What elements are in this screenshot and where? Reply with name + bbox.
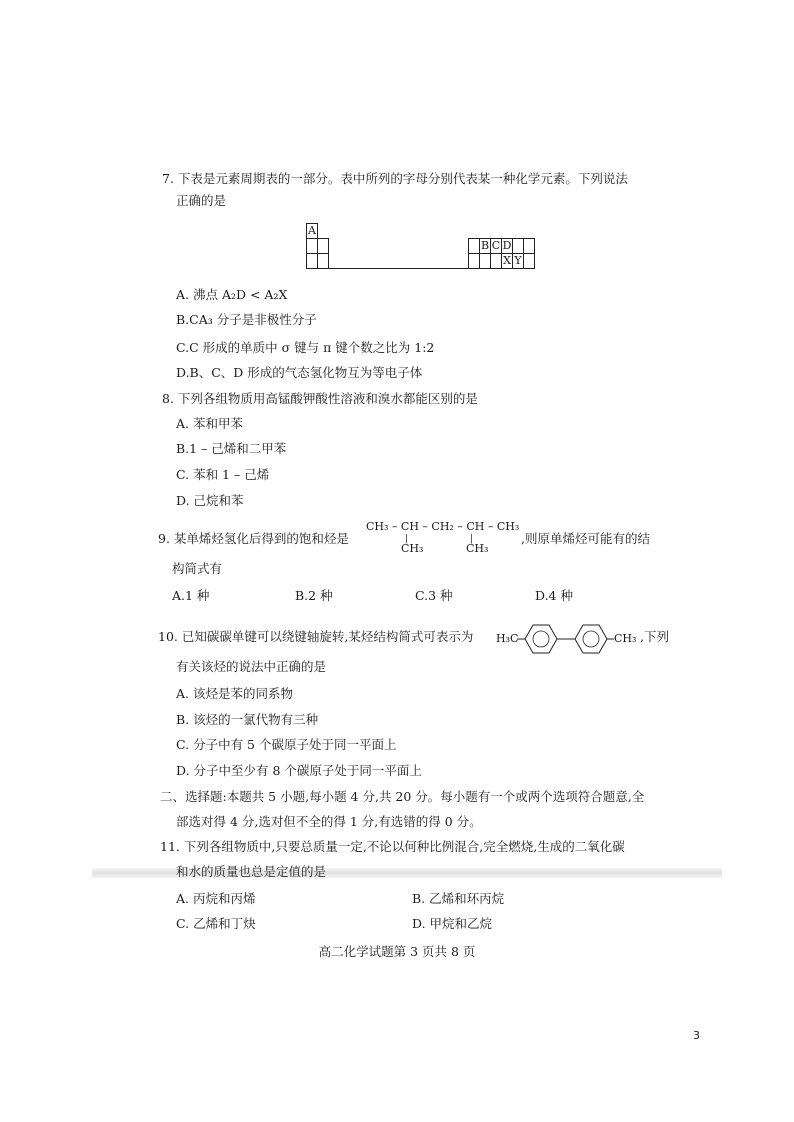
table-cell-c: C xyxy=(491,239,501,252)
q8-option-c: C. 苯和 1 – 己烯 xyxy=(176,467,270,482)
aromatic-circle-left xyxy=(533,631,549,647)
table-cell-d: D xyxy=(502,239,512,252)
q7-option-c: C.C 形成的单质中 σ 键与 π 键个数之比为 1:2 xyxy=(176,340,435,355)
q9-stem-line2: 构简式有 xyxy=(172,561,223,576)
table-cell-x: X xyxy=(501,253,513,269)
q9-stem-suffix: ,则原单烯烃可能有的结 xyxy=(521,531,650,546)
q7-option-b: B.CA₃ 分子是非极性分子 xyxy=(176,312,317,327)
q9-bond-2: | xyxy=(470,534,474,544)
q11-option-c: C. 乙烯和丁炔 xyxy=(176,916,256,931)
q9-branch-2: CH₃ xyxy=(466,542,489,555)
q11-stem-line1: 11. 下列各组物质中,只要总质量一定,不论以何种比例混合,完全燃烧,生成的二氧化碳 xyxy=(160,839,625,854)
q10-option-d: D. 分子中至少有 8 个碳原子处于同一平面上 xyxy=(176,763,422,778)
q11-option-b: B. 乙烯和环丙烷 xyxy=(412,891,505,906)
q11-option-a: A. 丙烷和丙烯 xyxy=(176,891,256,906)
q9-option-c: C.3 种 xyxy=(415,588,453,603)
benzene-ring-left xyxy=(525,625,557,653)
q7-option-a: A. 沸点 A₂D < A₂X xyxy=(176,287,288,302)
q9-branch-1: CH₃ xyxy=(401,542,424,555)
q10-left-methyl: H₃C xyxy=(496,632,519,645)
q9-stem-prefix: 9. 某单烯烃氢化后得到的饱和烃是 xyxy=(158,531,349,546)
benzene-ring-right xyxy=(575,625,607,653)
q11-stem-line2: 和水的质量也总是定值的是 xyxy=(176,864,327,879)
table-cell xyxy=(317,238,329,254)
q7-stem-line2: 正确的是 xyxy=(176,193,227,208)
q9-option-d: D.4 种 xyxy=(535,588,573,603)
q8-option-b: B.1 – 己烯和二甲苯 xyxy=(176,441,287,456)
q10-option-b: B. 该烃的一氯代物有三种 xyxy=(176,712,319,727)
q7-option-d: D.B、C、D 形成的气态氢化物互为等电子体 xyxy=(176,365,423,380)
page-footer: 高二化学试题第 3 页共 8 页 xyxy=(318,944,476,959)
aromatic-circle-right xyxy=(583,631,599,647)
q8-stem: 8. 下列各组物质用高锰酸钾酸性溶液和溴水都能区别的是 xyxy=(162,391,478,406)
table-cell xyxy=(317,253,329,269)
q10-stem-suffix: ,下列 xyxy=(640,629,669,644)
page-number: 3 xyxy=(693,1029,700,1042)
q9-formula-main-chain: CH₃ – CH – CH₂ – CH – CH₃ xyxy=(366,520,520,533)
periodic-table-fragment xyxy=(306,223,538,269)
table-cell-y: Y xyxy=(512,253,524,269)
q9-option-a: A.1 种 xyxy=(172,588,210,603)
table-baseline xyxy=(328,268,468,269)
q11-option-d: D. 甲烷和乙烷 xyxy=(412,916,493,931)
table-cell-b: B xyxy=(480,239,490,252)
table-cell xyxy=(523,253,535,269)
section2-instructions-line1: 二、选择题:本题共 5 小题,每小题 4 分,共 20 分。每小题有一个或两个选项符合题意,全 xyxy=(160,789,645,804)
q7-stem-line1: 7. 下表是元素周期表的一部分。表中所列的字母分别代表某一种化学元素。下列说法 xyxy=(162,171,628,186)
section2-instructions-line2: 部选对得 4 分,选对但不全的得 1 分,有选错的得 0 分。 xyxy=(176,814,482,829)
table-cell xyxy=(523,238,535,254)
q10-stem-line2: 有关该烃的说法中正确的是 xyxy=(176,659,327,674)
q10-option-a: A. 该烃是苯的同系物 xyxy=(176,686,293,701)
q10-right-methyl: CH₃ xyxy=(614,632,637,645)
q10-option-c: C. 分子中有 5 个碳原子处于同一平面上 xyxy=(176,737,397,752)
q10-stem-prefix: 10. 已知碳碳单键可以绕键轴旋转,某烃结构简式可表示为 xyxy=(158,629,474,644)
q9-bond-1: | xyxy=(405,534,409,544)
table-cell-a: A xyxy=(306,223,318,239)
q8-option-a: A. 苯和甲苯 xyxy=(176,416,243,431)
q9-option-b: B.2 种 xyxy=(295,588,333,603)
q8-option-d: D. 己烷和苯 xyxy=(176,493,244,508)
